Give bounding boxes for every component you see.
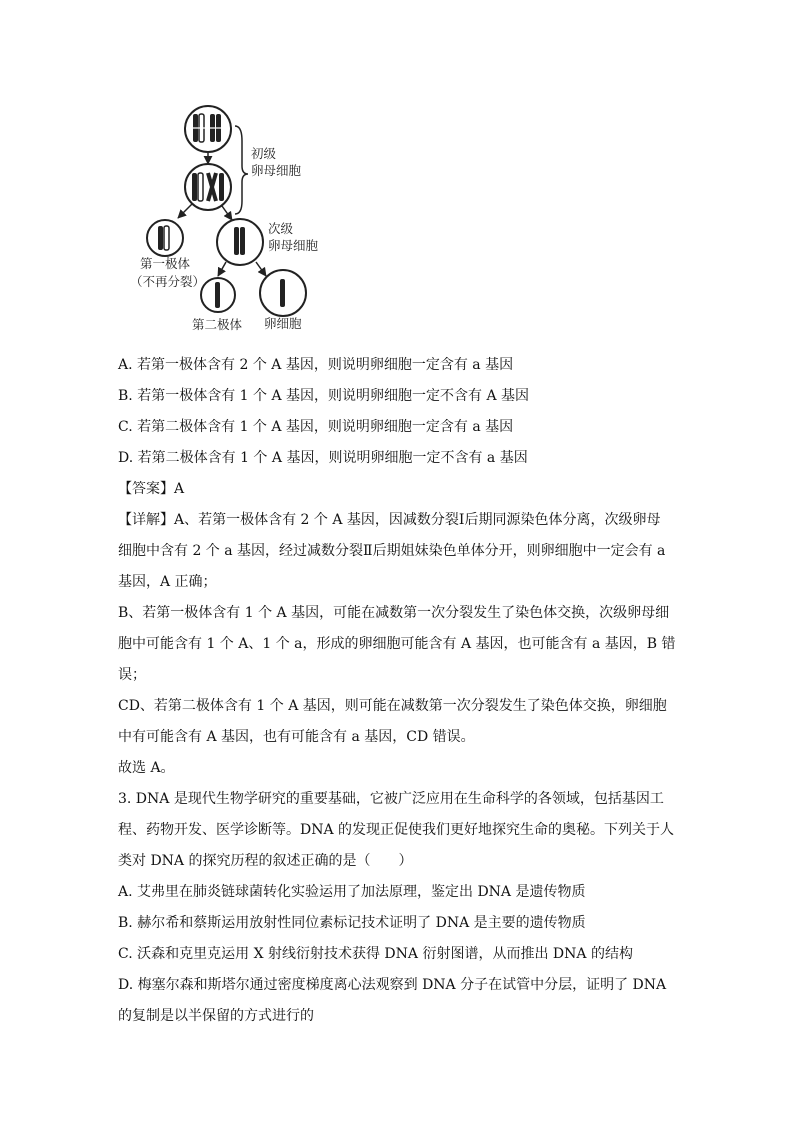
q2-analysis-line: 细胞中含有 2 个 a 基因，经过减数分裂Ⅱ后期姐妹染色单体分开，则卵细胞中一定会有 a: [118, 543, 666, 559]
label-second-polar: 第二极体: [192, 317, 243, 332]
q3-stem-line: 3. DNA 是现代生物学研究的重要基础，它被广泛应用在生命科学的各领域，包括基因工: [118, 791, 664, 807]
label-secondary-2: 卵母细胞: [268, 238, 319, 253]
document-body: [118, 350, 678, 1032]
secondary-oocyte-cell: [217, 219, 263, 265]
q2-option-a: A. 若第一极体含有 2 个 A 基因，则说明卵细胞一定含有 a 基因: [118, 357, 514, 373]
q2-analysis-line: 胞中可能含有 1 个 A、1 个 a，形成的卵细胞可能含有 A 基因，也可能含有 a 基因，B 错: [118, 636, 676, 652]
primary-oocyte-cell: [185, 106, 231, 152]
q2-analysis-line: 中有可能含有 A 基因，也有可能含有 a 基因，CD 错误。: [118, 729, 475, 745]
label-egg: 卵细胞: [264, 316, 302, 331]
primary-oocyte-crossing-cell: [185, 164, 231, 210]
arrow-to-secondary: [222, 206, 232, 220]
arrow-to-first-polar: [178, 204, 192, 218]
q2-option-c: C. 若第二极体含有 1 个 A 基因，则说明卵细胞一定含有 a 基因: [118, 419, 514, 435]
first-polar-body-cell: [147, 220, 183, 256]
arrow-to-second-polar: [218, 262, 226, 276]
q2-analysis-line: 误；: [118, 667, 146, 683]
arrow-to-egg: [256, 262, 266, 276]
q2-option-d: D. 若第二极体含有 1 个 A 基因，则说明卵细胞一定不含有 a 基因: [118, 450, 528, 466]
q3-option-d: D. 梅塞尔森和斯塔尔通过密度梯度离心法观察到 DNA 分子在试管中分层，证明了 DNA: [118, 977, 667, 993]
q3-option-a: A. 艾弗里在肺炎链球菌转化实验运用了加法原理，鉴定出 DNA 是遗传物质: [118, 884, 586, 900]
label-first-polar-1: 第一极体: [140, 256, 191, 271]
q3-option-c: C. 沃森和克里克运用 X 射线衍射技术获得 DNA 衍射图谱，从而推出 DNA 的结构: [118, 946, 633, 962]
q2-analysis-line: B、若第一极体含有 1 个 A 基因，可能在减数第一次分裂发生了染色体交换，次级卵母细: [118, 605, 670, 621]
q2-analysis-line: CD、若第二极体含有 1 个 A 基因，则可能在减数第一次分裂发生了染色体交换，卵细胞: [118, 698, 667, 714]
label-first-polar-2: （不再分裂）: [130, 274, 206, 289]
label-secondary-1: 次级: [268, 221, 294, 236]
brace-primary: [235, 126, 248, 214]
second-polar-body-cell: [201, 278, 235, 312]
oogenesis-svg: [118, 96, 358, 336]
oogenesis-diagram: [118, 96, 358, 336]
q2-answer: 【答案】A: [118, 481, 185, 497]
q3-option-d-cont: 的复制是以半保留的方式进行的: [118, 1008, 314, 1024]
q3-stem-line: 类对 DNA 的探究历程的叙述正确的是（ ）: [118, 853, 413, 869]
egg-cell: [260, 270, 306, 316]
label-primary-1: 初级: [251, 146, 277, 161]
q2-analysis-line: 【详解】A、若第一极体含有 2 个 A 基因，因减数分裂Ⅰ后期同源染色体分离，次级卵母: [118, 512, 661, 528]
q2-option-b: B. 若第一极体含有 1 个 A 基因，则说明卵细胞一定不含有 A 基因: [118, 388, 530, 404]
label-primary-2: 卵母细胞: [251, 163, 302, 178]
q3-stem-line: 程、药物开发、医学诊断等。DNA 的发现正促使我们更好地探究生命的奥秘。下列关于人: [118, 822, 675, 838]
q2-analysis-line: 故选 A。: [118, 760, 175, 776]
q2-analysis-line: 基因，A 正确；: [118, 574, 217, 590]
q3-option-b: B. 赫尔希和蔡斯运用放射性同位素标记技术证明了 DNA 是主要的遗传物质: [118, 915, 586, 931]
